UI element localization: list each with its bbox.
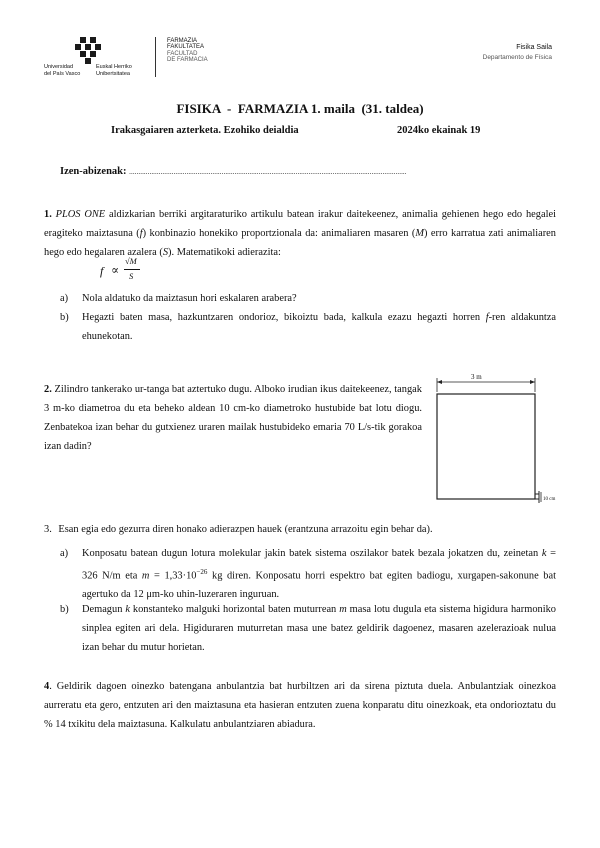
formula-denominator: S bbox=[129, 271, 134, 281]
question-1-number: 1 bbox=[44, 209, 50, 220]
name-label: Izen-abizenak: bbox=[60, 166, 127, 177]
question-3-b bbox=[60, 600, 556, 657]
tank-outlet-label: 10 cm bbox=[543, 497, 556, 502]
question-1-b bbox=[60, 308, 556, 346]
department-name: Fisika Saila bbox=[516, 44, 552, 51]
tank-outline bbox=[437, 394, 535, 499]
question-1 bbox=[44, 205, 556, 262]
exam-date: 2024ko ekainak 19 bbox=[397, 125, 481, 136]
tank-figure bbox=[428, 372, 560, 512]
question-1-b-label: b) bbox=[60, 312, 69, 323]
ehu-name-line1: Euskal Herriko bbox=[96, 64, 132, 70]
faculty-eu-line1: FARMAZIA bbox=[167, 38, 198, 44]
question-1-text: 1. PLOS ONE aldizkarian berriki argitaraturiko artikulu batean irakur daitekeenez, animalia gehienen hego edo hegalei eragiteko maiztasuna (f) konbinazio honekiko proportzionala da: animaliaren masaren (M) erro karratua zati animaliaren hego edo hegalaren azalera (S). Matematikoki adierazita: bbox=[44, 209, 556, 258]
question-2 bbox=[44, 380, 422, 456]
question-4-text: 4. Geldirik dagoen oinezko batengana anbulantzia bat hurbiltzen ari da sirena piztuta duela. Anbulantziak oinezkoa aurreratu eta gero, entzuten ari den maiztasuna eta hasieran entzuten zuena konparatu ditu oinezkoak, eta ondorioztatu du % 14 txikitu dela maiztasuna. Kalkulatu anbulantziaren abiadura. bbox=[44, 681, 556, 730]
formula-numerator: √M bbox=[125, 256, 137, 266]
exam-title: FISIKA - FARMAZIA 1. maila (31. taldea) bbox=[176, 101, 424, 116]
question-1-a-text: Nola aldatuko da maiztasun hori eskalaren arabera? bbox=[82, 293, 297, 304]
upv-name-line2: del País Vasco bbox=[44, 70, 81, 77]
question-4 bbox=[44, 677, 556, 734]
question-3-a bbox=[60, 544, 556, 604]
question-3-b-label: b) bbox=[60, 604, 69, 615]
tank-diameter-label: 3 m bbox=[471, 373, 482, 381]
department-subtitle: Departamento de Física bbox=[482, 54, 552, 61]
question-1-a bbox=[60, 289, 556, 308]
question-4-number: 4 bbox=[44, 681, 50, 692]
ehu-name-line2: Unibertsitatea bbox=[96, 70, 130, 77]
faculty-es-line2: DE FARMACIA bbox=[167, 57, 208, 64]
journal-name: PLOS ONE bbox=[55, 209, 106, 220]
faculty-es-line1: FACULTAD bbox=[167, 50, 198, 57]
question-3-intro: 3. Esan egia edo gezurra diren honako adierazpen hauek (erantzuna arrazoitu egin behar da). bbox=[44, 524, 433, 535]
question-2-number: 2 bbox=[44, 384, 50, 395]
faculty-name bbox=[167, 38, 237, 64]
upv-ehu-logo bbox=[44, 34, 148, 80]
upv-name-line1: Universidad bbox=[44, 64, 74, 70]
formula-proportional: ∝ bbox=[111, 263, 120, 277]
exam-subtitle: Irakasgaiaren azterketa. Ezohiko deialdia bbox=[111, 125, 299, 136]
question-3-a-text: Konposatu batean dugun lotura molekular jakin batek sistema oszilakor batek bezala jokatzen du, zeinetan k = 326 N/m eta $m = 1,33\cdot 10^{-26}$ kg diren. Konposatu horri espektro bat egiten badiogu, xurgapen-sakonune bat agertuko da 12 μm-ko uhin-luzeraren inguruan. bbox=[82, 548, 557, 601]
question-1-a-label: a) bbox=[60, 293, 69, 304]
header-divider bbox=[155, 37, 156, 77]
upv-ehu-emblem-icon bbox=[44, 34, 148, 68]
question-2-text: 2. Zilindro tankerako ur-tanga bat aztertuko dugu. Alboko irudian ikus daitekeenez, tangak 3 m-ko diametroa du eta beheko aldean 10 cm-ko diametroko hustubide bat lotu diogu. Zenbatekoa izan behar du gutxienez uraren mailak hustubideko emaria 70 L/s-tik gorakoa izan dadin? bbox=[44, 384, 422, 452]
question-3-a-label: a) bbox=[60, 548, 69, 559]
formula-fraction-bar bbox=[124, 269, 140, 270]
name-field[interactable] bbox=[60, 166, 525, 177]
faculty-eu-line2: FAKULTATEA bbox=[167, 44, 205, 51]
formula-f: f bbox=[100, 264, 104, 278]
department bbox=[483, 43, 552, 63]
question-1-b-text: Hegazti baten masa, hazkuntzaren ondorioz, bikoiztu bada, kalkula ezazu hegazti horren f-ren aldakuntza ehunekotan. bbox=[82, 312, 556, 342]
question-3-number: 3. bbox=[44, 524, 52, 535]
name-dots: ...................................................................................................................................................... bbox=[129, 168, 407, 176]
question-3-b-text: Demagun k konstanteko malguki horizontal baten muturrean m masa lotu dugula eta sistema higidura harmoniko sinplea egiten ari dela. Higiduraren muturretan masa une batez geldirik dagoenez, masaren azelerazioak nulua izan behar du mutur horietan. bbox=[82, 604, 557, 653]
